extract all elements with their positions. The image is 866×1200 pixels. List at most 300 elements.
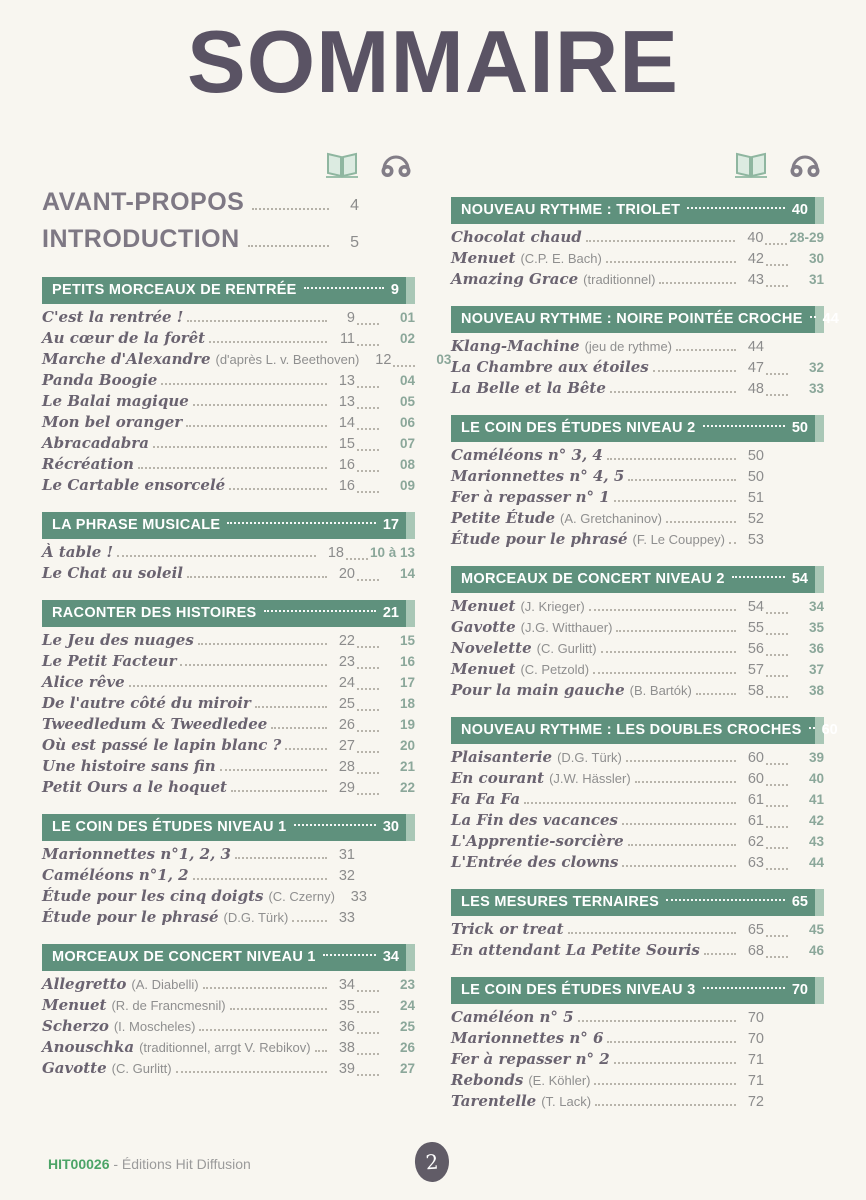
toc-entry-page: 55 [747, 619, 764, 636]
toc-entry-page: 47 [747, 359, 764, 376]
page-track-separator [357, 1011, 379, 1013]
section-dotted-leader [294, 824, 376, 826]
page-track-separator [766, 763, 788, 765]
page-track-separator [357, 344, 379, 346]
dotted-leader [568, 932, 736, 934]
toc-entry [42, 887, 415, 908]
toc-entry-page: 32 [338, 867, 355, 884]
section-entries [451, 337, 824, 400]
toc-entry-author: (traditionnel) [583, 271, 656, 287]
toc-entry-track: 46 [808, 942, 824, 958]
dotted-leader [601, 651, 736, 653]
toc-entry [451, 597, 824, 618]
toc-entry-page: 11 [339, 330, 355, 347]
open-book-icon [732, 150, 770, 180]
page-track-separator [357, 428, 379, 430]
toc-entry-track: 41 [808, 791, 824, 807]
dotted-leader [635, 781, 736, 783]
toc-entry [451, 748, 824, 769]
toc-entry-track: 43 [808, 833, 824, 849]
dotted-leader [138, 467, 327, 469]
right-sections [451, 197, 839, 1113]
toc-entry-author: (E. Köhler) [528, 1072, 591, 1088]
toc-entry-title: Chocolat chaud [451, 227, 582, 246]
section-entries [451, 597, 824, 702]
toc-entry-page: 48 [747, 380, 764, 397]
toc-entry-title: Allegretto [42, 974, 127, 993]
page-track-separator [766, 373, 788, 375]
section-title: LA PHRASE MUSICALE [52, 517, 221, 534]
toc-entry [451, 379, 824, 400]
toc-entry [42, 564, 415, 585]
toc-entry-track: 30 [808, 250, 824, 266]
dotted-leader [593, 672, 736, 674]
page-track-separator [766, 612, 788, 614]
page-track-separator [766, 394, 788, 396]
toc-entry [451, 358, 824, 379]
toc-section [42, 944, 415, 1080]
toc-entry-author: (D.G. Türk) [557, 749, 622, 765]
toc-entry [451, 853, 824, 874]
page-track-separator [766, 847, 788, 849]
dotted-leader [186, 425, 327, 427]
toc-entry-author: (T. Lack) [541, 1093, 592, 1109]
dotted-leader [187, 576, 327, 578]
dotted-leader [729, 542, 736, 544]
section-dotted-leader [732, 576, 785, 578]
toc-section [42, 277, 452, 497]
toc-entry-author: (C. Gurlitt) [536, 640, 597, 656]
toc-entry [42, 694, 415, 715]
toc-entry-page: 42 [747, 250, 764, 267]
section-entries [42, 975, 415, 1080]
dotted-leader [187, 320, 327, 322]
toc-entry-track: 10 à 13 [369, 544, 415, 560]
dotted-leader [199, 1029, 327, 1031]
section-page: 54 [791, 571, 808, 588]
toc-entry [451, 618, 824, 639]
page-track-separator [357, 491, 379, 493]
dotted-leader [595, 1104, 736, 1106]
section-entries [42, 631, 415, 799]
dotted-leader [153, 446, 327, 448]
toc-entry-author: (F. Le Couppey) [632, 531, 726, 547]
toc-entry-title: De l'autre côté du miroir [42, 693, 251, 712]
dotted-leader [614, 500, 736, 502]
toc-section [451, 306, 839, 400]
dotted-leader [622, 865, 736, 867]
toc-entry-page: 53 [747, 531, 764, 548]
toc-entry-page: 38 [338, 1039, 355, 1056]
dotted-leader [704, 953, 736, 955]
dotted-leader [666, 521, 736, 523]
dotted-leader [315, 1050, 327, 1052]
toc-entry [451, 681, 824, 702]
page-number-badge: 2 [414, 1141, 451, 1183]
toc-entry [451, 1008, 824, 1029]
toc-entry-author: (B. Bartók) [629, 682, 692, 698]
dotted-leader [255, 706, 327, 708]
toc-entry-title: Gavotte [42, 1058, 107, 1077]
section-title: LES MESURES TERNAIRES [461, 894, 660, 911]
toc-entry-title: Menuet [42, 995, 107, 1014]
toc-entry [42, 1017, 415, 1038]
toc-entry [42, 757, 415, 778]
toc-entry-page: 63 [747, 854, 764, 871]
toc-section [451, 717, 838, 874]
toc-entry [42, 866, 415, 887]
toc-entry-page: 22 [338, 632, 355, 649]
toc-entry [42, 371, 415, 392]
toc-entry-title: Amazing Grace [451, 269, 579, 288]
toc-entry [451, 811, 824, 832]
toc-entry-page: 27 [338, 737, 355, 754]
toc-entry-title: L'Entrée des clowns [451, 852, 619, 871]
dotted-leader [129, 685, 327, 687]
toc-entry [451, 228, 824, 249]
toc-entry-title: Menuet [451, 596, 516, 615]
dotted-leader [198, 643, 327, 645]
toc-entry-track: 37 [808, 661, 824, 677]
dotted-leader [628, 479, 736, 481]
toc-entry-author: (A. Diabelli) [131, 976, 199, 992]
toc-entry-track: 32 [808, 359, 824, 375]
page-track-separator [766, 935, 788, 937]
toc-entry-page: 13 [338, 372, 355, 389]
toc-entry-track: 19 [399, 716, 415, 732]
toc-entry [451, 941, 824, 962]
toc-entry-title: Où est passé le lapin blanc ? [42, 735, 282, 754]
toc-entry [451, 1071, 824, 1092]
section-page: 44 [822, 311, 839, 328]
page-track-separator [357, 579, 379, 581]
toc-entry-title: Le Petit Facteur [42, 651, 177, 670]
toc-section [451, 977, 824, 1113]
dotted-leader [176, 1071, 327, 1073]
toc-entry [42, 1038, 415, 1059]
dotted-leader [117, 555, 316, 557]
toc-entry-title: Étude pour les cinq doigts [42, 886, 264, 905]
toc-entry [42, 845, 415, 866]
dotted-leader [589, 609, 736, 611]
toc-entry-title: Pour la main gauche [451, 680, 625, 699]
toc-entry-page: 70 [747, 1030, 764, 1047]
toc-entry-page: 20 [338, 565, 355, 582]
toc-entry-author: (I. Moscheles) [113, 1018, 196, 1034]
section-entries [42, 543, 415, 585]
dotted-leader [203, 987, 327, 989]
toc-entry-track: 16 [399, 653, 415, 669]
toc-entry-title: Petit Ours a le hoquet [42, 777, 227, 796]
toc-entry-page: 34 [338, 976, 355, 993]
toc-entry-track: 34 [808, 598, 824, 614]
toc-entry-title: En attendant La Petite Souris [451, 940, 700, 959]
toc-entry-page: 58 [747, 682, 764, 699]
section-entries [451, 920, 824, 962]
toc-entry-page: 57 [747, 661, 764, 678]
toc-entry-page: 61 [747, 812, 764, 829]
toc-entry-track: 22 [399, 779, 415, 795]
toc-entry [42, 434, 415, 455]
toc-entry-title: Menuet [451, 248, 516, 267]
toc-entry-track: 03 [436, 351, 452, 367]
toc-entry-title: L'Apprentie-sorcière [451, 831, 624, 850]
toc-entry-track: 33 [808, 380, 824, 396]
dotted-leader [292, 920, 327, 922]
section-dotted-leader [264, 610, 376, 612]
dotted-leader [231, 790, 327, 792]
toc-entry-track: 17 [399, 674, 415, 690]
toc-entry-author: (J.G. Witthauer) [520, 619, 613, 635]
dotted-leader [235, 857, 327, 859]
dotted-leader [229, 488, 327, 490]
dotted-leader [180, 664, 327, 666]
section-header-bar [42, 944, 415, 971]
toc-entry-page: 4 [350, 196, 359, 214]
toc-entry-page: 50 [747, 447, 764, 464]
page-track-separator [766, 805, 788, 807]
section-header-bar [451, 889, 824, 916]
dotted-leader [606, 261, 736, 263]
dotted-leader [676, 349, 736, 351]
page-track-separator [346, 558, 368, 560]
toc-entry-page: 29 [338, 779, 355, 796]
section-header-bar [42, 814, 415, 841]
toc-entry-track: 39 [808, 749, 824, 765]
toc-entry [451, 1050, 824, 1071]
toc-entry [451, 790, 824, 811]
toc-entry-page: 5 [350, 233, 359, 251]
section-header-bar [451, 977, 824, 1004]
toc-entry-title: Marionnettes n° 6 [451, 1028, 604, 1047]
toc-entry-page: 68 [747, 942, 764, 959]
toc-entry-title: En courant [451, 768, 545, 787]
section-page: 60 [821, 722, 838, 739]
toc-entry [451, 467, 824, 488]
toc-entry [451, 488, 824, 509]
toc-entry-page: 36 [338, 1018, 355, 1035]
toc-entry-title: Rebonds [451, 1070, 524, 1089]
toc-entry [42, 673, 415, 694]
dotted-leader [628, 844, 736, 846]
section-title: RACONTER DES HISTOIRES [52, 605, 257, 622]
dotted-leader [607, 1041, 736, 1043]
toc-entry-title: Le Balai magique [42, 391, 189, 410]
toc-entry-track: 44 [808, 854, 824, 870]
toc-entry-author: (C. Gurlitt) [111, 1060, 172, 1076]
toc-section [42, 814, 415, 929]
page-track-separator [357, 688, 379, 690]
toc-entry-track: 23 [399, 976, 415, 992]
toc-entry [42, 543, 415, 564]
toc-entry-track: 27 [399, 1060, 415, 1076]
section-header-bar [42, 600, 415, 627]
section-page: 21 [382, 605, 399, 622]
toc-entry-title: Au cœur de la forêt [42, 328, 206, 347]
open-book-icon [323, 150, 361, 180]
section-header-bar [42, 277, 415, 304]
dotted-leader [524, 802, 736, 804]
toc-entry [42, 778, 415, 799]
toc-section [451, 415, 824, 551]
toc-entry [42, 308, 415, 329]
page-track-separator [357, 323, 379, 325]
toc-entry-track: 35 [808, 619, 824, 635]
toc-entry-track: 24 [399, 997, 415, 1013]
toc-entry-page: 70 [747, 1009, 764, 1026]
toc-entry [451, 446, 824, 467]
toc-entry [451, 509, 824, 530]
page-track-separator [357, 751, 379, 753]
dotted-leader [161, 383, 327, 385]
toc-entry-page: 12 [375, 351, 392, 368]
toc-entry-page: 50 [747, 468, 764, 485]
toc-entry-avant-propos [42, 188, 415, 225]
section-page: 50 [791, 420, 808, 437]
toc-entry-page: 62 [747, 833, 764, 850]
toc-entry [42, 736, 415, 757]
toc-entry-title: Abracadabra [42, 433, 149, 452]
toc-entry-page: 44 [747, 338, 764, 355]
toc-entry-title: Une histoire sans fin [42, 756, 216, 775]
toc-entry-page: 15 [338, 435, 355, 452]
section-page: 30 [382, 819, 399, 836]
toc-entry-page: 65 [747, 921, 764, 938]
toc-entry-page: 40 [747, 229, 764, 246]
toc-entry-title: Marionnettes n°1, 2, 3 [42, 844, 231, 863]
toc-entry-page: 35 [338, 997, 355, 1014]
toc-entry-page: 18 [327, 544, 344, 561]
section-header-bar [451, 717, 838, 744]
toc-entry-title: Plaisanterie [451, 747, 553, 766]
toc-entry-track: 14 [399, 565, 415, 581]
toc-entry-author: (jeu de rythme) [584, 338, 673, 354]
section-title: LE COIN DES ÉTUDES NIVEAU 1 [52, 819, 287, 836]
page-track-separator [357, 407, 379, 409]
toc-entry [42, 476, 415, 497]
toc-entry [42, 975, 415, 996]
toc-entry-title: La Belle et la Bête [451, 378, 606, 397]
toc-entry [451, 337, 824, 358]
toc-entry-page: 71 [747, 1072, 764, 1089]
toc-entry [42, 349, 452, 371]
dotted-leader [220, 769, 327, 771]
headphones-icon [379, 150, 413, 180]
page-track-separator [357, 793, 379, 795]
toc-entry-title: Tarentelle [451, 1091, 537, 1110]
page-track-separator [357, 386, 379, 388]
page-track-separator [766, 868, 788, 870]
page-track-separator [357, 667, 379, 669]
publisher-name: - Éditions Hit Diffusion [109, 1156, 251, 1172]
dotted-leader [193, 404, 327, 406]
toc-entry-author: (D.G. Türk) [223, 909, 289, 925]
toc-entry-track: 06 [399, 414, 415, 430]
page-track-separator [357, 470, 379, 472]
headphones-icon [788, 150, 822, 180]
section-title: MORCEAUX DE CONCERT NIVEAU 1 [52, 949, 316, 966]
toc-entry-title: La Fin des vacances [451, 810, 618, 829]
toc-entry-page: 26 [338, 716, 355, 733]
toc-entry-page: 14 [338, 414, 355, 431]
toc-entry-page: 60 [747, 770, 764, 787]
section-header-bar [451, 566, 824, 593]
toc-entry-track: 21 [399, 758, 415, 774]
toc-entry-page: 28 [338, 758, 355, 775]
toc-entry-page: 51 [747, 489, 764, 506]
dotted-leader [696, 693, 736, 695]
toc-entry-author: (A. Gretchaninov) [560, 510, 662, 526]
footer-credit [48, 1156, 251, 1172]
page-track-separator [766, 696, 788, 698]
toc-entry-track: 28-29 [789, 229, 824, 245]
toc-entry-track: 40 [808, 770, 824, 786]
toc-entry-track: 02 [399, 330, 415, 346]
toc-entry-author: (traditionnel, arrgt V. Rebikov) [139, 1039, 311, 1055]
toc-entry [42, 996, 415, 1017]
dotted-leader [653, 370, 736, 372]
toc-section [451, 889, 824, 962]
toc-entry [42, 1059, 415, 1080]
toc-entry-track: 01 [399, 309, 415, 325]
page-track-separator [357, 1053, 379, 1055]
toc-entry [42, 329, 415, 350]
toc-entry [451, 639, 824, 660]
toc-entry-track: 05 [399, 393, 415, 409]
page-title: SOMMAIRE [187, 12, 679, 111]
section-dotted-leader [809, 727, 815, 729]
toc-entry-track: 20 [399, 737, 415, 753]
dotted-leader [594, 1083, 736, 1085]
section-entries [451, 228, 824, 291]
toc-entry-title: Gavotte [451, 617, 516, 636]
toc-entry-page: 60 [747, 749, 764, 766]
toc-entry-title: Marionnettes n° 4, 5 [451, 466, 625, 485]
toc-entry-title: Panda Boogie [42, 370, 158, 389]
section-header-bar [451, 197, 824, 224]
section-page: 70 [791, 982, 808, 999]
dotted-leader [248, 245, 329, 247]
toc-entry-page: 33 [338, 909, 355, 926]
toc-entry-page: 9 [346, 309, 355, 326]
toc-entry-title: Klang-Machine [451, 336, 580, 355]
page-track-separator [766, 956, 788, 958]
toc-entry-title: Mon bel oranger [42, 412, 183, 431]
section-title: NOUVEAU RYTHME : TRIOLET [461, 202, 681, 219]
toc-entry-author: (C. Petzold) [520, 661, 590, 677]
toc-entry-page: 33 [350, 888, 367, 905]
toc-entry-track: 31 [808, 271, 824, 287]
page-track-separator [357, 1032, 379, 1034]
page-track-separator [766, 264, 788, 266]
dotted-leader [610, 391, 736, 393]
toc-entry-page: 54 [747, 598, 764, 615]
toc-entry-track: 25 [399, 1018, 415, 1034]
toc-entry-title: Petite Étude [451, 508, 556, 527]
toc-entry-title: Marche d'Alexandre [42, 349, 211, 368]
section-page: 65 [791, 894, 808, 911]
toc-entry-track: 45 [808, 921, 824, 937]
toc-entry-page: 71 [747, 1051, 764, 1068]
toc-section [451, 566, 824, 702]
toc-entry-title: Alice rêve [42, 672, 125, 691]
toc-entry-author: (C. Czerny) [268, 888, 335, 904]
toc-entry [42, 715, 415, 736]
toc-entry-track: 18 [399, 695, 415, 711]
section-page: 9 [390, 282, 399, 299]
page-track-separator [357, 772, 379, 774]
section-header-bar [42, 512, 415, 539]
